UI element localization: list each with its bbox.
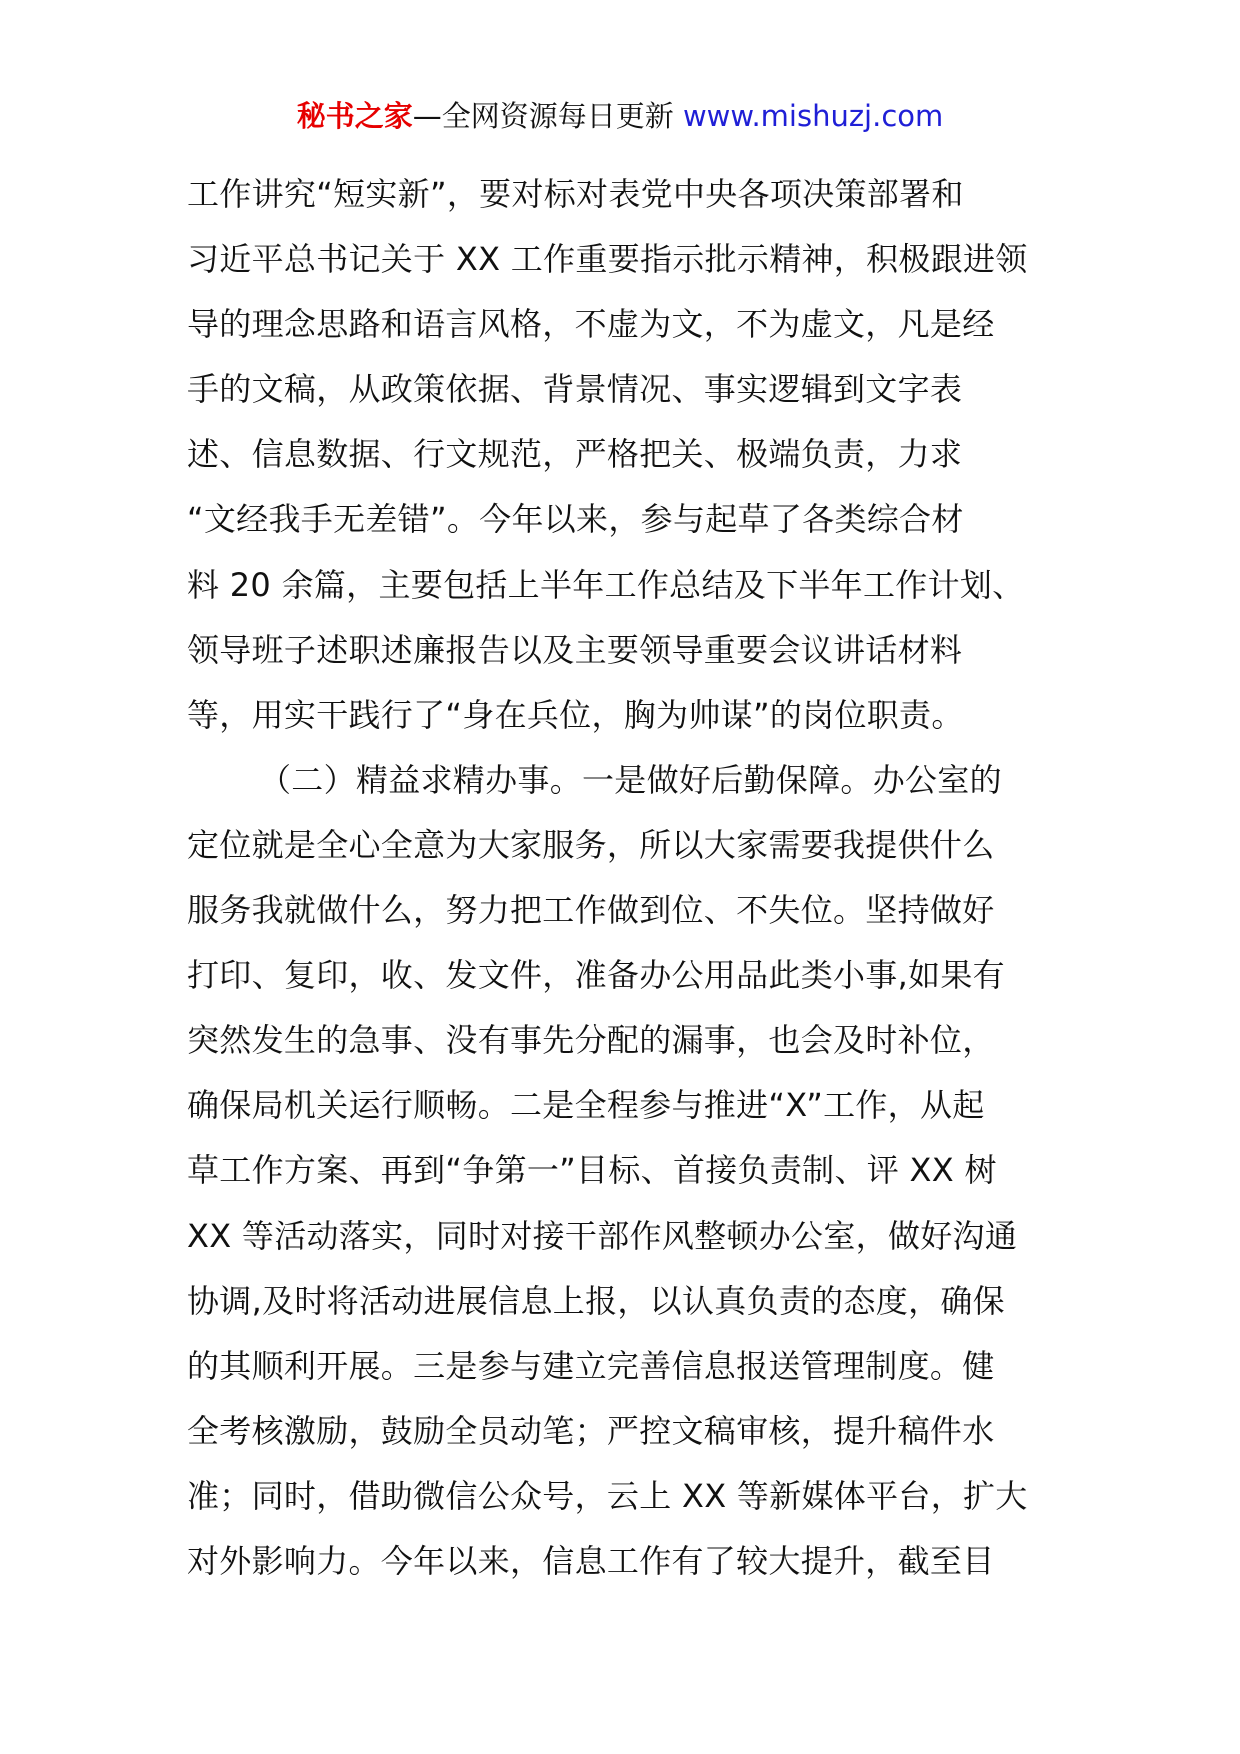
text-line: 的其顺利开展。三是参与建立完善信息报送管理制度。健 [187,1346,995,1385]
text-line: 对外影响力。今年以来，信息工作有了较大提升，截至目 [187,1541,995,1580]
text-line: 协调,及时将活动进展信息上报，以认真负责的态度，确保 [187,1281,1005,1320]
text-line: 服务我就做什么，努力把工作做到位、不失位。坚持做好 [187,891,995,930]
header-tagline: —全网资源每日更新 [412,99,683,133]
text-line: 确保局机关运行顺畅。二是全程参与推进“X”工作，从起 [187,1086,985,1125]
brand-name: 秘书之家 [296,99,413,133]
text-line: “文经我手无差错”。今年以来，参与起草了各类综合材 [187,500,964,539]
page-header [0,96,1240,136]
site-url-link[interactable]: www.mishuzj.com [682,99,944,133]
text-line: 述、信息数据、行文规范，严格把关、极端负责，力求 [187,435,963,474]
text-line: 导的理念思路和语言风格，不虚为文，不为虚文，凡是经 [187,305,995,344]
section-heading-line: （二）精益求精办事。一是做好后勤保障。办公室的 [259,760,1002,799]
text-line: 等，用实干践行了“身在兵位，胸为帅谋”的岗位职责。 [187,695,964,734]
text-line: 领导班子述职述廉报告以及主要领导重要会议讲话材料 [187,630,963,669]
text-line: 定位就是全心全意为大家服务，所以大家需要我提供什么 [187,825,995,864]
document-body [187,162,1067,1594]
text-line: 工作讲究“短实新”，要对标对表党中央各项决策部署和 [187,175,964,213]
text-line: 习近平总书记关于 XX 工作重要指示批示精神，积极跟进领 [187,240,1028,279]
text-line: 全考核激励，鼓励全员动笔；严控文稿审核，提升稿件水 [187,1411,995,1450]
text-line: 草工作方案、再到“争第一”目标、首接负责制、评 XX 树 [187,1151,997,1190]
text-line: 料 20 余篇，主要包括上半年工作总结及下半年工作计划、 [187,565,1025,604]
text-line: 突然发生的急事、没有事先分配的漏事，也会及时补位， [187,1021,995,1060]
text-line: 准；同时，借助微信公众号，云上 XX 等新媒体平台，扩大 [187,1476,1028,1515]
text-line: 打印、复印，收、发文件，准备办公用品此类小事,如果有 [187,956,1005,995]
text-line: XX 等活动落实，同时对接干部作风整顿办公室，做好沟通 [187,1216,1018,1255]
text-line: 手的文稿，从政策依据、背景情况、事实逻辑到文字表 [187,370,963,409]
